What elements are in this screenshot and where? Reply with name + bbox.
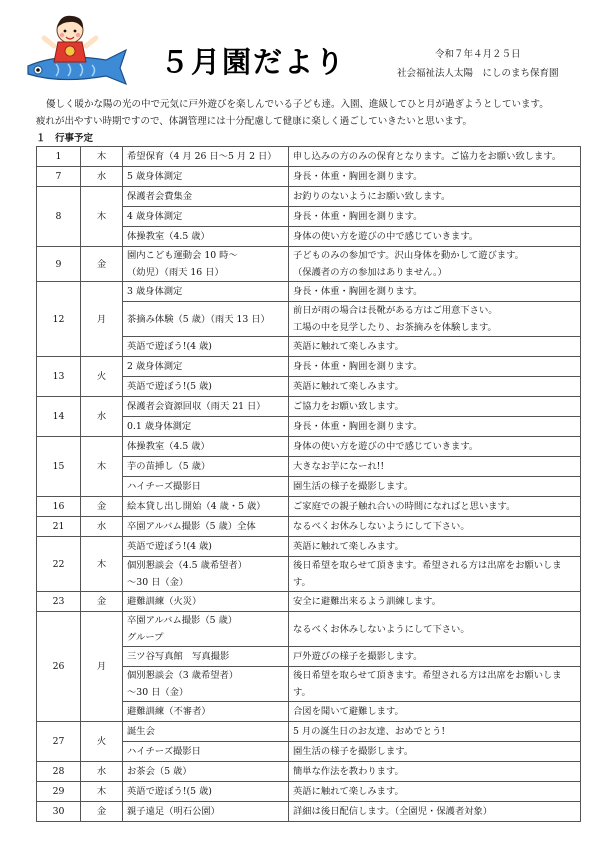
schedule-weekday: 金: [81, 497, 123, 517]
schedule-event: 3 歳身体測定: [123, 282, 289, 302]
schedule-note: 簡単な作法を教わります。: [289, 762, 581, 782]
schedule-weekday: 火: [81, 722, 123, 762]
table-row: [37, 592, 581, 612]
header: [0, 0, 600, 92]
schedule-weekday: 水: [81, 167, 123, 187]
schedule-weekday: 木: [81, 187, 123, 247]
schedule-weekday: 火: [81, 357, 123, 397]
schedule-note: 身長・体重・胸囲を測ります。: [289, 357, 581, 377]
table-row: [37, 437, 581, 457]
table-row: [37, 397, 581, 417]
schedule-day: 26: [37, 612, 81, 722]
schedule-day: 21: [37, 517, 81, 537]
schedule-note: 英語に触れて楽しみます。: [289, 337, 581, 357]
schedule-day: 27: [37, 722, 81, 762]
schedule-event: 保護者会費集金: [123, 187, 289, 207]
schedule-day: 28: [37, 762, 81, 782]
schedule-note: 英語に触れて楽しみます。: [289, 377, 581, 397]
schedule-day: 15: [37, 437, 81, 497]
schedule-weekday: 金: [81, 592, 123, 612]
schedule-weekday: 水: [81, 762, 123, 782]
schedule-event: ハイチーズ撮影日: [123, 477, 289, 497]
schedule-weekday: 月: [81, 612, 123, 722]
section-title: １ 行事予定: [36, 133, 94, 144]
schedule-event: 2 歳身体測定: [123, 357, 289, 377]
schedule-note: 戸外遊びの様子を撮影します。: [289, 647, 581, 667]
schedule-note: 身体の使い方を遊びの中で感じていきます。: [289, 227, 581, 247]
schedule-note: 園生活の様子を撮影します。: [289, 742, 581, 762]
schedule-day: 16: [37, 497, 81, 517]
table-row: [37, 497, 581, 517]
schedule-event: ハイチーズ撮影日: [123, 742, 289, 762]
schedule-note: 英語に触れて楽しみます。: [289, 537, 581, 557]
schedule-event: 誕生会: [123, 722, 289, 742]
schedule-note: 子どものみの参加です。沢山身体を動かして遊びます。 （保護者の方の参加はありません。）: [289, 247, 581, 282]
schedule-note: 後日希望を取らせて頂きます。希望される方は出席をお願いします。: [289, 557, 581, 592]
intro-text: [36, 96, 581, 130]
schedule-note: なるべくお休みしないようにして下さい。: [289, 517, 581, 537]
schedule-day: 23: [37, 592, 81, 612]
schedule-note: なるべくお休みしないようにして下さい。: [289, 612, 581, 647]
schedule-day: 8: [37, 187, 81, 247]
schedule-note: お釣りのないようにお願い致します。: [289, 187, 581, 207]
schedule-event: 希望保育（4 月 26 日～5 月 2 日）: [123, 147, 289, 167]
schedule-note: 身体の使い方を遊びの中で感じていきます。: [289, 437, 581, 457]
schedule-event: 英語で遊ぼう!(5 歳): [123, 782, 289, 802]
table-row: [37, 802, 581, 822]
schedule-day: 29: [37, 782, 81, 802]
table-row: [37, 537, 581, 557]
schedule-day: 1: [37, 147, 81, 167]
table-row: [37, 762, 581, 782]
schedule-note: 身長・体重・胸囲を測ります。: [289, 282, 581, 302]
table-row: [37, 282, 581, 302]
page-title: ５月園だより: [160, 45, 347, 79]
schedule-event: 卒園アルバム撮影（5 歳）全体: [123, 517, 289, 537]
schedule-weekday: 木: [81, 782, 123, 802]
schedule-note: 英語に触れて楽しみます。: [289, 782, 581, 802]
issue-date: 令和７年４月２５日: [435, 49, 521, 60]
table-row: [37, 722, 581, 742]
table-row: [37, 357, 581, 377]
schedule-event: 茶摘み体験（5 歳）（雨天 13 日）: [123, 302, 289, 337]
schedule-event: 4 歳身体測定: [123, 207, 289, 227]
schedule-event: 避難訓練（火災）: [123, 592, 289, 612]
schedule-note: 5 月の誕生日のお友達、おめでとう!: [289, 722, 581, 742]
schedule-table: [36, 146, 581, 822]
schedule-event: 体操教室（4.5 歳）: [123, 437, 289, 457]
schedule-note: 後日希望を取らせて頂きます。希望される方は出席をお願いします。: [289, 667, 581, 702]
schedule-event: 個別懇談会（3 歳希望者） ～30 日（金）: [123, 667, 289, 702]
schedule-event: 絵本貸し出し開始（4 歳・5 歳）: [123, 497, 289, 517]
organization-name: 社会福祉法人太陽 にしのまち保育園: [397, 68, 559, 79]
schedule-event: 三ツ谷写真館 写真撮影: [123, 647, 289, 667]
table-row: [37, 247, 581, 282]
schedule-event: 親子遠足（明石公園）: [123, 802, 289, 822]
schedule-day: 13: [37, 357, 81, 397]
schedule-note: 身長・体重・胸囲を測ります。: [289, 207, 581, 227]
schedule-note: 身長・体重・胸囲を測ります。: [289, 417, 581, 437]
schedule-weekday: 水: [81, 517, 123, 537]
schedule-event: 卒園アルバム撮影（5 歳） グループ: [123, 612, 289, 647]
schedule-event: 英語で遊ぼう!(5 歳): [123, 377, 289, 397]
schedule-day: 7: [37, 167, 81, 187]
table-row: [37, 167, 581, 187]
schedule-event: 0.1 歳身体測定: [123, 417, 289, 437]
schedule-weekday: 木: [81, 147, 123, 167]
schedule-event: 園内こども運動会 10 時～ （幼児）（雨天 16 日）: [123, 247, 289, 282]
schedule-day: 9: [37, 247, 81, 282]
table-row: [37, 187, 581, 207]
schedule-note: 合図を聞いて避難します。: [289, 702, 581, 722]
schedule-event: 保護者会資源回収（雨天 21 日）: [123, 397, 289, 417]
schedule-note: 園生活の様子を撮影します。: [289, 477, 581, 497]
schedule-day: 12: [37, 282, 81, 357]
table-row: [37, 517, 581, 537]
schedule-note: 身長・体重・胸囲を測ります。: [289, 167, 581, 187]
schedule-weekday: 月: [81, 282, 123, 357]
schedule-note: ご協力をお願い致します。: [289, 397, 581, 417]
table-row: [37, 612, 581, 647]
koinobori-child-illustration: [20, 8, 132, 92]
schedule-weekday: 金: [81, 247, 123, 282]
schedule-weekday: 水: [81, 397, 123, 437]
schedule-note: 大きなお芋になーれ!!: [289, 457, 581, 477]
schedule-day: 22: [37, 537, 81, 592]
schedule-event: 個別懇談会（4.5 歳希望者） ～30 日（金）: [123, 557, 289, 592]
intro-line-2: 疲れが出やすい時期ですので、体調管理には十分配慮して健康に楽しく過ごしていきたいと思います。: [36, 116, 473, 127]
schedule-event: お茶会（5 歳）: [123, 762, 289, 782]
schedule-weekday: 木: [81, 537, 123, 592]
schedule-event: 5 歳身体測定: [123, 167, 289, 187]
schedule-event: 芋の苗挿し（5 歳）: [123, 457, 289, 477]
table-row: [37, 782, 581, 802]
schedule-weekday: 金: [81, 802, 123, 822]
schedule-note: 申し込みの方のみの保育となります。ご協力をお願い致します。: [289, 147, 581, 167]
schedule-note: ご家庭での親子触れ合いの時間になればと思います。: [289, 497, 581, 517]
schedule-note: 前日が雨の場合は長靴がある方はご用意下さい。 工場の中を見学したり、お茶摘みを体験します。: [289, 302, 581, 337]
schedule-note: 安全に避難出来るよう訓練します。: [289, 592, 581, 612]
schedule-day: 14: [37, 397, 81, 437]
schedule-event: 避難訓練（不審者）: [123, 702, 289, 722]
schedule-weekday: 木: [81, 437, 123, 497]
schedule-event: 英語で遊ぼう!(4 歳): [123, 537, 289, 557]
schedule-event: 体操教室（4.5 歳）: [123, 227, 289, 247]
schedule-day: 30: [37, 802, 81, 822]
intro-line-1: 優しく暖かな陽の光の中で元気に戸外遊びを楽しんでいる子ども達。入園、進級してひと月が過ぎようとしています。: [46, 99, 549, 110]
schedule-note: 詳細は後日配信します。（全園児・保護者対象）: [289, 802, 581, 822]
table-row: [37, 147, 581, 167]
schedule-event: 英語で遊ぼう!(4 歳): [123, 337, 289, 357]
